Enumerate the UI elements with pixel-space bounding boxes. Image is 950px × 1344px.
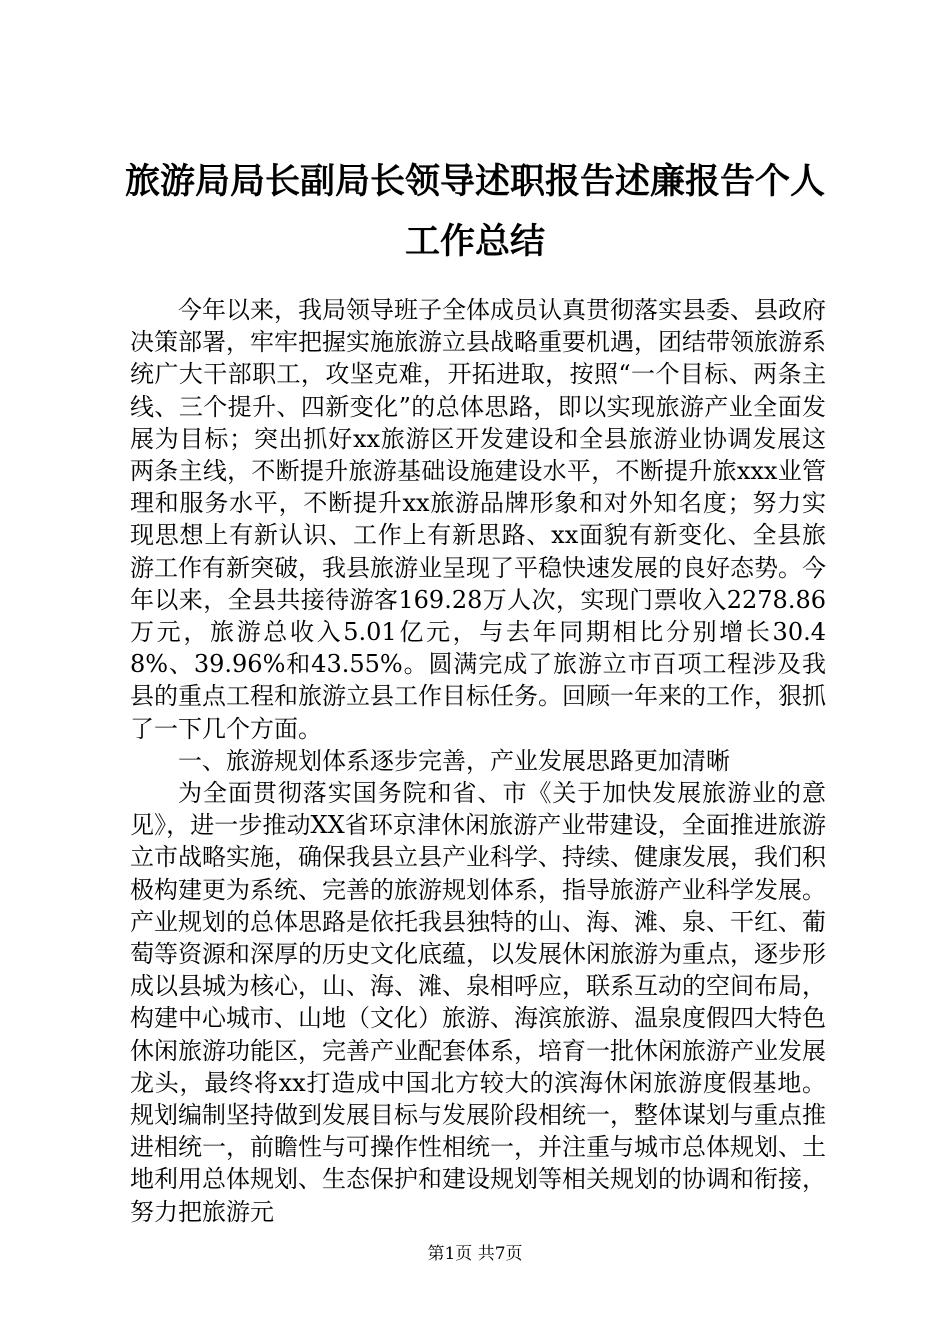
document-body <box>130 294 826 1228</box>
paragraph-intro: 今年以来，我局领导班子全体成员认真贯彻落实县委、县政府决策部署，牢牢把握实施旅游立县战略重要机遇，团结带领旅游系统广大干部职工，攻坚克难，开拓进取，按照“一个目标、两条主线、三个提升、四新变化”的总体思路，即以实现旅游产业全面发展为目标；突出抓好xx旅游区开发建设和全县旅游业协调发展这两条主线，不断提升旅游基础设施建设水平，不断提升旅xxx业管理和服务水平，不断提升xx旅游品牌形象和对外知名度；努力实现思想上有新认识、工作上有新思路、xx面貌有新变化、全县旅游工作有新突破，我县旅游业呈现了平稳快速发展的良好态势。今年以来，全县共接待游客169.28万人次，实现门票收入2278.86万元，旅游总收入5.01亿元，与去年同期相比分别增长30.48%、39.96%和43.55%。圆满完成了旅游立市百项工程涉及我县的重点工程和旅游立县工作目标任务。回顾一年来的工作，狠抓了一下几个方面。 <box>130 296 826 743</box>
document-title-line-2: 工作总结 <box>404 221 545 262</box>
page-footer: 第1页 共7页 <box>427 1244 523 1264</box>
paragraph-section-1: 为全面贯彻落实国务院和省、市《关于加快发展旅游业的意见》，进一步推动XX省环京津休闲旅游产业带建设，全面推进旅游立市战略实施，确保我县立县产业科学、持续、健康发展，我们积极构建更为系统、完善的旅游规划体系，指导旅游产业科学发展。产业规划的总体思路是依托我县独特的山、海、滩、泉、干红、葡萄等资源和深厚的历史文化底蕴，以发展休闲旅游为重点，逐步形成以县城为核心，山、海、滩、泉相呼应，联系互动的空间布局，构建中心城市、山地（文化）旅游、海滨旅游、温泉度假四大特色休闲旅游功能区，完善产业配套体系，培育一批休闲旅游产业发展龙头，最终将xx打造成中国北方较大的滨海休闲旅游度假基地。规划编制坚持做到发展目标与发展阶段相统一，整体谋划与重点推进相统一，前瞻性与可操作性相统一，并注重与城市总体规划、土地利用总体规划、生态保护和建设规划等相关规划的协调和衔接，努力把旅游元 <box>130 779 826 1226</box>
section-heading-1: 一、旅游规划体系逐步完善，产业发展思路更加清晰 <box>178 746 730 775</box>
document-title-line-1: 旅游局局长副局长领导述职报告述廉报告个人 <box>124 161 825 202</box>
